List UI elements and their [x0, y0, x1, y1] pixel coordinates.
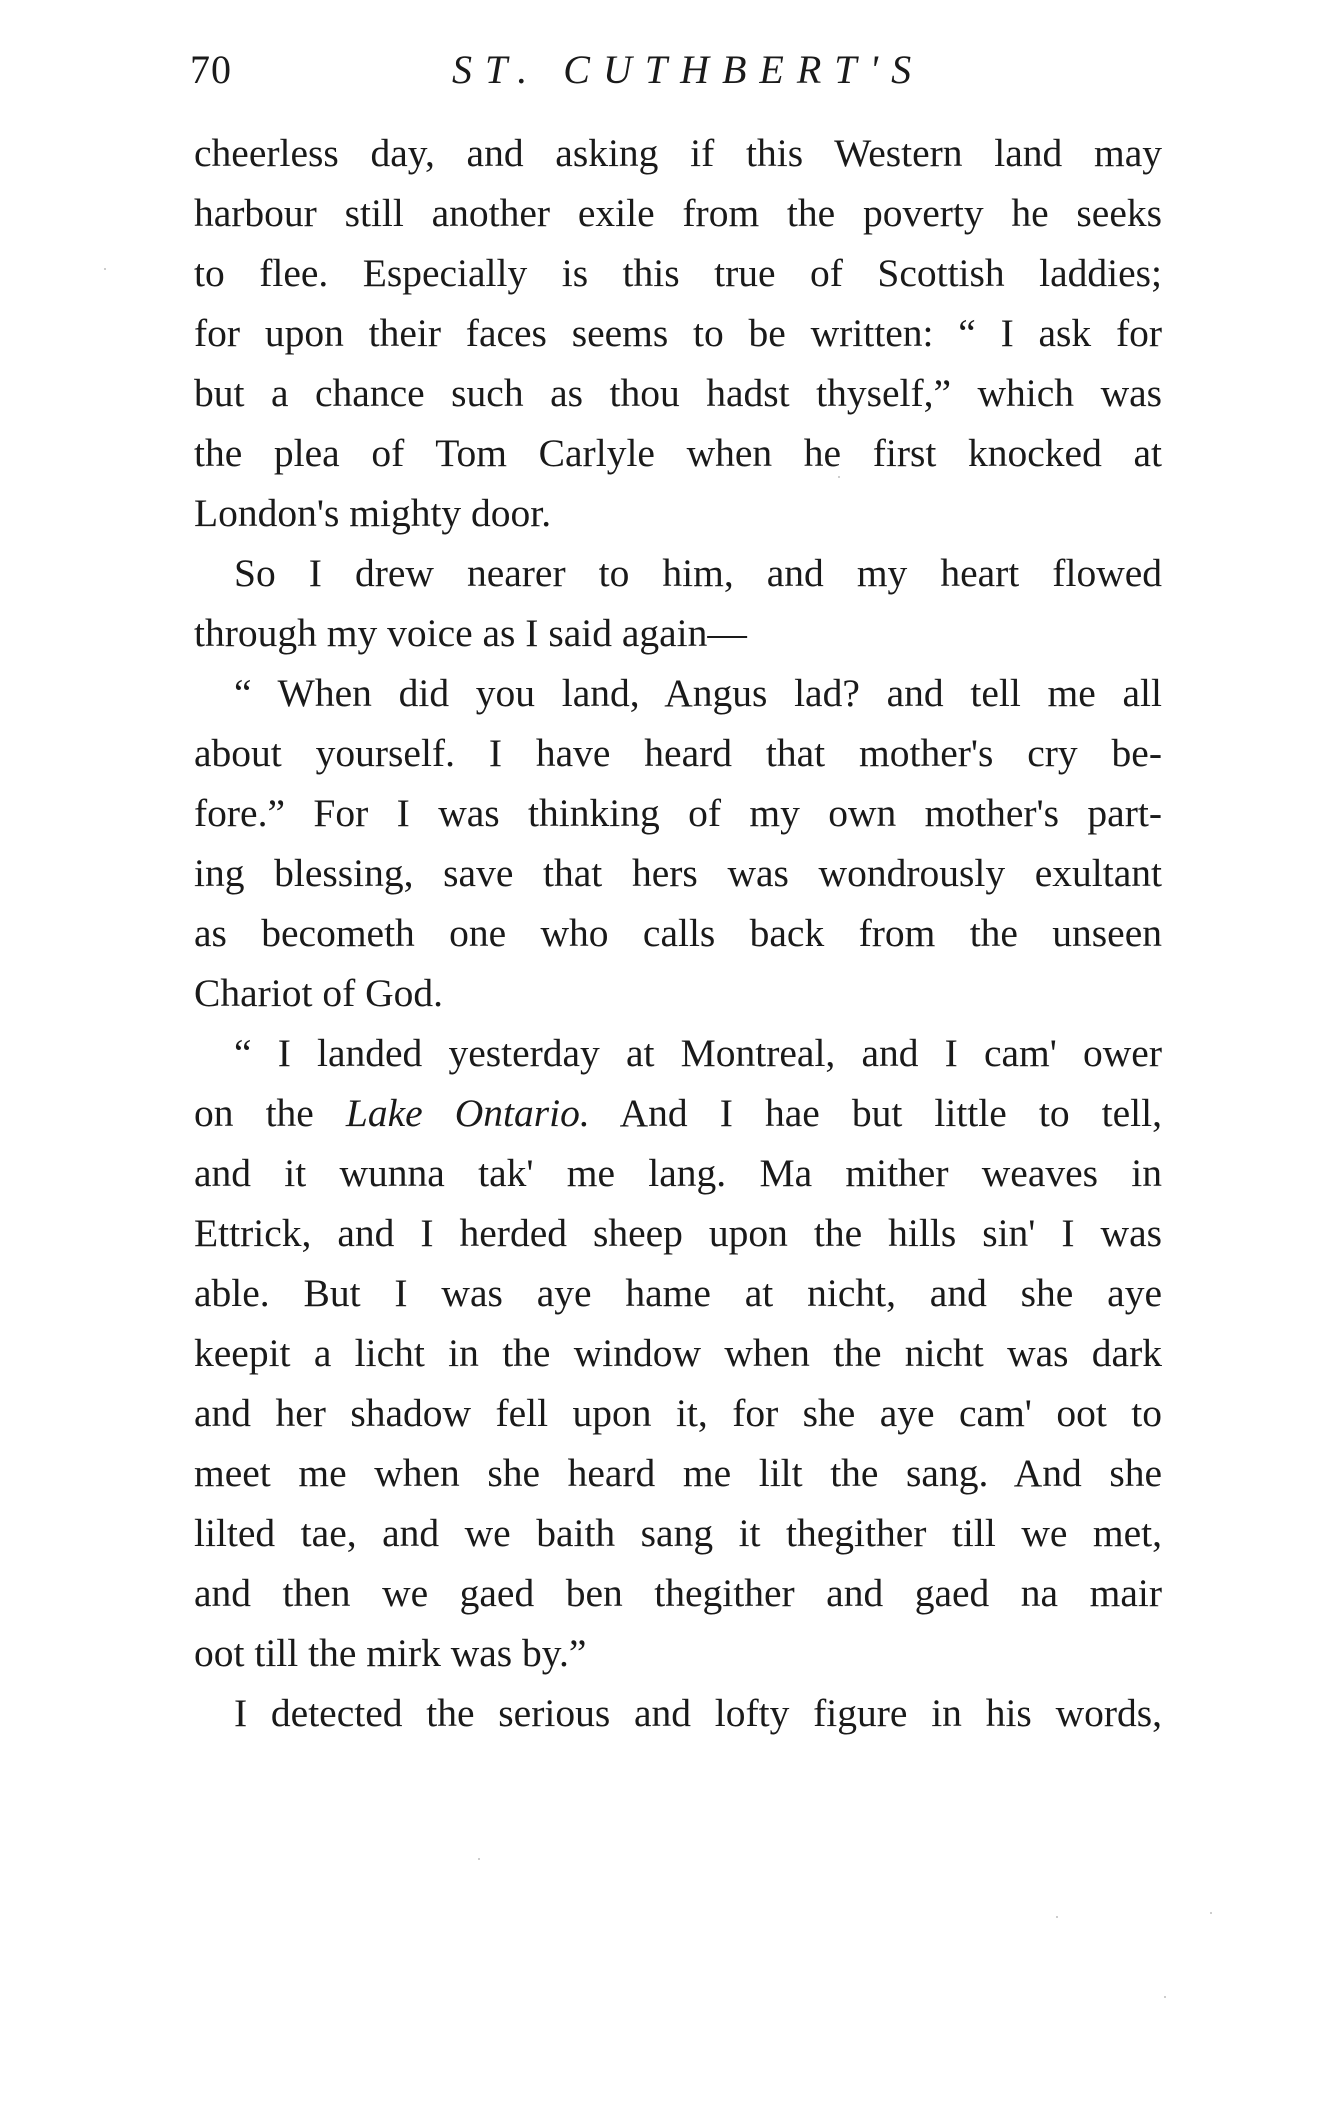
text-span: And I hae but little to tell,: [589, 1091, 1162, 1135]
text-line: as becometh one who calls back from the unseen: [194, 911, 1162, 955]
text-line: Ettrick, and I herded sheep upon the hills sin' I was: [194, 1211, 1162, 1255]
scan-speck: [1210, 1912, 1212, 1914]
text-line-with-italic: [194, 1083, 1162, 1143]
text-line: cheerless day, and asking if this Western land may: [194, 131, 1162, 175]
scan-speck: [1164, 1996, 1166, 1998]
text-line: and then we gaed ben thegither and gaed na mair: [194, 1571, 1162, 1615]
text-line: harbour still another exile from the poverty he seeks: [194, 191, 1162, 235]
text-line: able. But I was aye hame at nicht, and she aye: [194, 1271, 1162, 1315]
text-line-paragraph-start: “ When did you land, Angus lad? and tell me all: [234, 671, 1162, 715]
page-header: [190, 40, 1170, 100]
text-line: for upon their faces seems to be written: “ I ask for: [194, 311, 1162, 355]
page-number: 70: [190, 47, 232, 92]
scan-speck: [1056, 1916, 1058, 1918]
scan-speck: [104, 268, 106, 270]
text-line-paragraph-start: So I drew nearer to him, and my heart flowed: [234, 551, 1162, 595]
running-head: ST. CUTHBERT'S: [452, 47, 925, 92]
text-line: lilted tae, and we baith sang it thegither till we met,: [194, 1511, 1162, 1555]
text-line: to flee. Especially is this true of Scottish laddies;: [194, 251, 1162, 295]
text-line: about yourself. I have heard that mother's cry be-: [194, 731, 1162, 775]
text-line: keepit a licht in the window when the nicht was dark: [194, 1331, 1162, 1375]
text-line: and her shadow fell upon it, for she aye cam' oot to: [194, 1391, 1162, 1435]
text-line: the plea of Tom Carlyle when he first knocked at: [194, 431, 1162, 475]
text-line: fore.” For I was thinking of my own mother's part-: [194, 791, 1162, 835]
text-line-paragraph-end: London's mighty door.: [194, 491, 552, 535]
text-line: but a chance such as thou hadst thyself,” which was: [194, 371, 1162, 415]
scan-speck: [478, 1858, 480, 1860]
scan-speck: [838, 476, 840, 478]
text-line-paragraph-end: through my voice as I said again—: [194, 611, 747, 655]
text-line-paragraph-start: “ I landed yesterday at Montreal, and I cam' ower: [234, 1031, 1162, 1075]
text-line: ing blessing, save that hers was wondrously exultant: [194, 851, 1162, 895]
text-line-paragraph-end: oot till the mirk was by.”: [194, 1631, 587, 1675]
italic-ship-name: Lake Ontario.: [345, 1091, 590, 1135]
text-line-paragraph-start: I detected the serious and lofty figure in his words,: [234, 1691, 1162, 1735]
text-span: on the: [194, 1091, 346, 1135]
text-line-paragraph-end: Chariot of God.: [194, 971, 444, 1015]
text-line: meet me when she heard me lilt the sang. And she: [194, 1451, 1162, 1495]
body-text: [194, 123, 1162, 1743]
text-line: and it wunna tak' me lang. Ma mither weaves in: [194, 1151, 1162, 1195]
